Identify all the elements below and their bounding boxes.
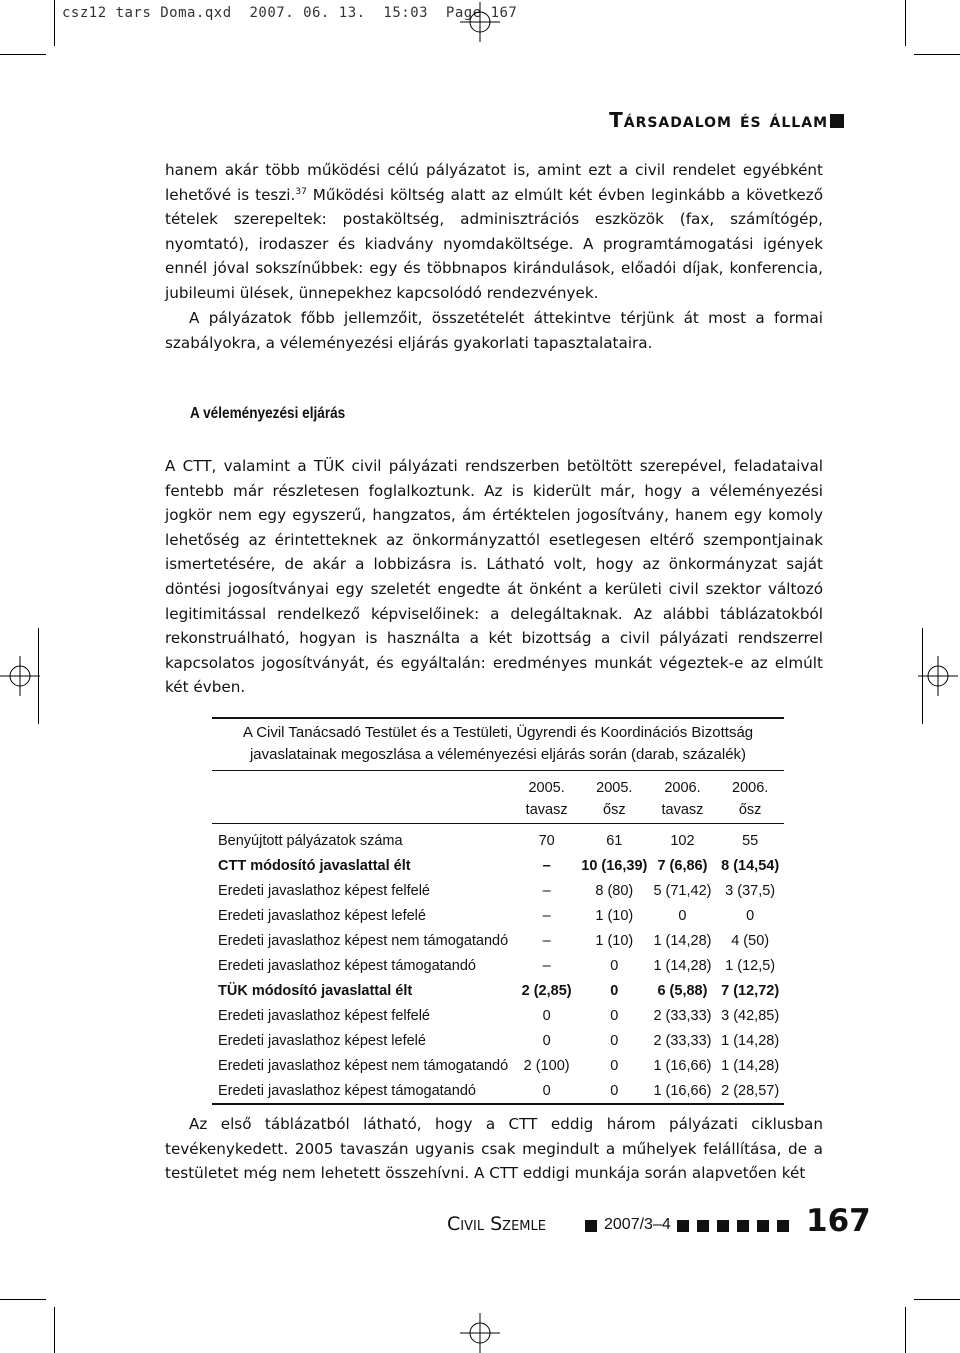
table-cell: 2 (33,33) <box>653 1032 712 1049</box>
table-cell: – <box>542 882 551 899</box>
footer-square-icon <box>757 1220 769 1232</box>
table-cell: 1 (14,28) <box>653 932 712 949</box>
crop-mark <box>914 54 960 55</box>
footer-square-icon <box>677 1220 689 1232</box>
issue-number: 2007/3–4 <box>604 1216 671 1233</box>
table-cell: 0 <box>542 1007 551 1024</box>
footer-square-icon <box>717 1220 729 1232</box>
row-label: Eredeti javaslathoz képest nem támogatandó <box>218 932 509 949</box>
registration-mark-icon <box>460 1313 500 1353</box>
table-row <box>212 1078 784 1104</box>
table-cell: 0 <box>678 907 687 924</box>
table-cell: 2 (28,57) <box>721 1082 780 1099</box>
table-cell: 10 (16,39) <box>581 857 648 874</box>
registration-mark-icon <box>0 656 40 696</box>
table-cell: 102 <box>670 832 695 849</box>
row-label: Eredeti javaslathoz képest támogatandó <box>218 1082 476 1099</box>
table-caption-line: javaslatainak megoszlása a véleményezési eljárás során (darab, százalék) <box>249 746 747 763</box>
table-cell: 0 <box>610 1032 619 1049</box>
table-cell: 0 <box>542 1032 551 1049</box>
crop-mark <box>905 0 906 46</box>
row-label: Eredeti javaslathoz képest nem támogatandó <box>218 1057 509 1074</box>
table-cell: 70 <box>538 832 555 849</box>
table-cell: 0 <box>610 982 619 999</box>
body-paragraph <box>165 1112 823 1186</box>
table-cell: 1 (10) <box>595 907 634 924</box>
body-paragraph <box>165 454 823 700</box>
table-grid <box>212 771 784 1105</box>
journal-name: Civil Szemle <box>447 1213 546 1235</box>
table-row <box>212 1053 784 1078</box>
table-cell: 2 (100) <box>523 1057 570 1074</box>
footer-square-icon <box>585 1220 597 1232</box>
table-cell: 3 (37,5) <box>725 882 776 899</box>
running-header-title: Társadalom és állam <box>609 108 828 132</box>
table-cell: 0 <box>610 1007 619 1024</box>
row-label: Eredeti javaslathoz képest lefelé <box>218 1032 426 1049</box>
table-header-row <box>212 771 784 824</box>
table-cell: 1 (10) <box>595 932 634 949</box>
column-header: 2005. ősz <box>580 771 649 824</box>
page-number: 167 <box>806 1203 871 1239</box>
header-square-icon <box>830 114 844 128</box>
table-cell: 4 (50) <box>731 932 770 949</box>
row-label: TÜK módosító javaslattal élt <box>218 982 413 999</box>
column-header: 2006. ősz <box>716 771 784 824</box>
table-cell: – <box>542 857 551 874</box>
column-header: 2005. tavasz <box>513 771 580 824</box>
table-cell: 2 (2,85) <box>521 982 572 999</box>
table-cell: 0 <box>746 907 755 924</box>
table-cell: 8 (80) <box>595 882 634 899</box>
table-cell: 0 <box>610 957 619 974</box>
row-label: Eredeti javaslathoz képest felfelé <box>218 1007 430 1024</box>
table-row <box>212 853 784 878</box>
table-row <box>212 824 784 854</box>
row-label: CTT módosító javaslattal élt <box>218 857 411 874</box>
crop-mark <box>922 628 923 724</box>
section-heading: A véleményezési eljárás <box>190 405 346 422</box>
footer-square-icon <box>777 1220 789 1232</box>
table-row <box>212 928 784 953</box>
table-row <box>212 953 784 978</box>
crop-mark <box>54 0 55 46</box>
table-cell: 1 (16,66) <box>653 1082 712 1099</box>
table-cell: – <box>542 932 551 949</box>
table-cell: 0 <box>610 1082 619 1099</box>
table-body <box>212 824 784 1105</box>
table-cell: 1 (14,28) <box>653 957 712 974</box>
table-cell: 6 (5,88) <box>657 982 708 999</box>
table-row <box>212 878 784 903</box>
footnote-ref: 37 <box>295 186 307 197</box>
footer-square-icon <box>737 1220 749 1232</box>
table-caption <box>212 717 784 771</box>
column-header: 2006. tavasz <box>649 771 717 824</box>
crop-mark <box>54 1307 55 1353</box>
table-header-spacer <box>212 771 513 824</box>
crop-mark <box>0 1299 46 1300</box>
row-label: Eredeti javaslathoz képest felfelé <box>218 882 430 899</box>
row-label: Benyújtott pályázatok száma <box>218 832 403 849</box>
table-cell: 0 <box>610 1057 619 1074</box>
table-row <box>212 978 784 1003</box>
paragraph-text: A CTT, valamint a TÜK civil pályázati rendszerben betöltött szerepével, feladataival fentebb már részletesen foglalkoztunk. Az is kiderült már, hogy a véleményezési jogkör nem egy egyszerű, hangzatos, ám értéktelen jogosítvány, hanem egy komoly lehetőség az érintetteknek az önkormányzattól esetlegesen eltérő szempontjainak ismertetésére, de akár a lobbizásra is. Látható volt, hogy az önkormányzat saját döntési jogosítványai egy szeletét engedte át önként a kerületi civil szektor változó legitimitással rendelkező képviselőinek: a delegáltaknak. Az alábbi táblázatokból rekonstruálható, hogyan is használta a két bizottság a civil pályázati rendszerrel kapcsolatos jogosítványát, és egyáltalán: eredményes munkát végeztek-e az elmúlt két évben. <box>165 457 823 697</box>
paragraph-text: Az első táblázatból látható, hogy a CTT eddig három pályázati ciklusban tevékenykedett. 2005 tavaszán ugyanis csak megindult a műhelyek felállítása, de a testületet még nem lehetett összehívni. A CTT eddigi munkája során alapvetően két <box>165 1115 823 1183</box>
crop-mark <box>38 628 39 724</box>
row-label: Eredeti javaslathoz képest támogatandó <box>218 957 476 974</box>
footer-square-icon <box>697 1220 709 1232</box>
table-cell: 8 (14,54) <box>721 857 780 874</box>
table-cell: 0 <box>542 1082 551 1099</box>
crop-mark <box>914 1299 960 1300</box>
table-row <box>212 1028 784 1053</box>
table-cell: 7 (12,72) <box>721 982 780 999</box>
table-cell: 2 (33,33) <box>653 1007 712 1024</box>
table-cell: 1 (14,28) <box>721 1057 780 1074</box>
table-cell: – <box>542 907 551 924</box>
registration-mark-icon <box>460 2 500 42</box>
table-cell: 7 (6,86) <box>657 857 708 874</box>
table-row <box>212 1003 784 1028</box>
table-cell: 1 (14,28) <box>721 1032 780 1049</box>
paragraph-text: Működési költség alatt az elmúlt két évben leginkább a következő tételek szerepeltek: postaköltség, adminisztrációs eszközök (fax, számítógép, nyomtató), irodaszer és kiadvány nyomdaköltsége. A programtámogatási igények ennél jóval sokszínűbbek: egy és többnapos kirándulások, előadói díjak, konferencia, jubileumi ülések, ünnepekhez kapcsolódó rendezvények. <box>165 185 823 302</box>
statistics-table <box>212 717 784 1105</box>
row-label: Eredeti javaslathoz képest lefelé <box>218 907 426 924</box>
registration-mark-icon <box>918 656 958 696</box>
table-cell: 5 (71,42) <box>653 882 712 899</box>
table-row <box>212 903 784 928</box>
table-cell: 1 (12,5) <box>725 957 776 974</box>
paragraph-text: A pályázatok főbb jellemzőit, összetételét áttekintve térjünk át most a formai szabályokra, a véleményezési eljárás gyakorlati tapasztalataira. <box>165 309 823 352</box>
table-cell: – <box>542 957 551 974</box>
crop-mark <box>905 1307 906 1353</box>
body-paragraph <box>165 306 823 355</box>
body-paragraph <box>165 158 823 306</box>
table-cell: 1 (16,66) <box>653 1057 712 1074</box>
table-caption-line: A Civil Tanácsadó Testület és a Testületi, Ügyrendi és Koordinációs Bizottság <box>242 724 754 741</box>
table-cell: 61 <box>606 832 623 849</box>
printer-slug: csz12 tars Doma.qxd 2007. 06. 13. 15:03 Page 167 <box>62 5 518 21</box>
crop-mark <box>0 54 46 55</box>
table-cell: 55 <box>742 832 759 849</box>
paragraph-text: hanem akár több működési célú pályázatot is, amint ezt a civil rendelet egyébként lehetővé is teszi. <box>165 161 823 204</box>
table-cell: 3 (42,85) <box>721 1007 780 1024</box>
